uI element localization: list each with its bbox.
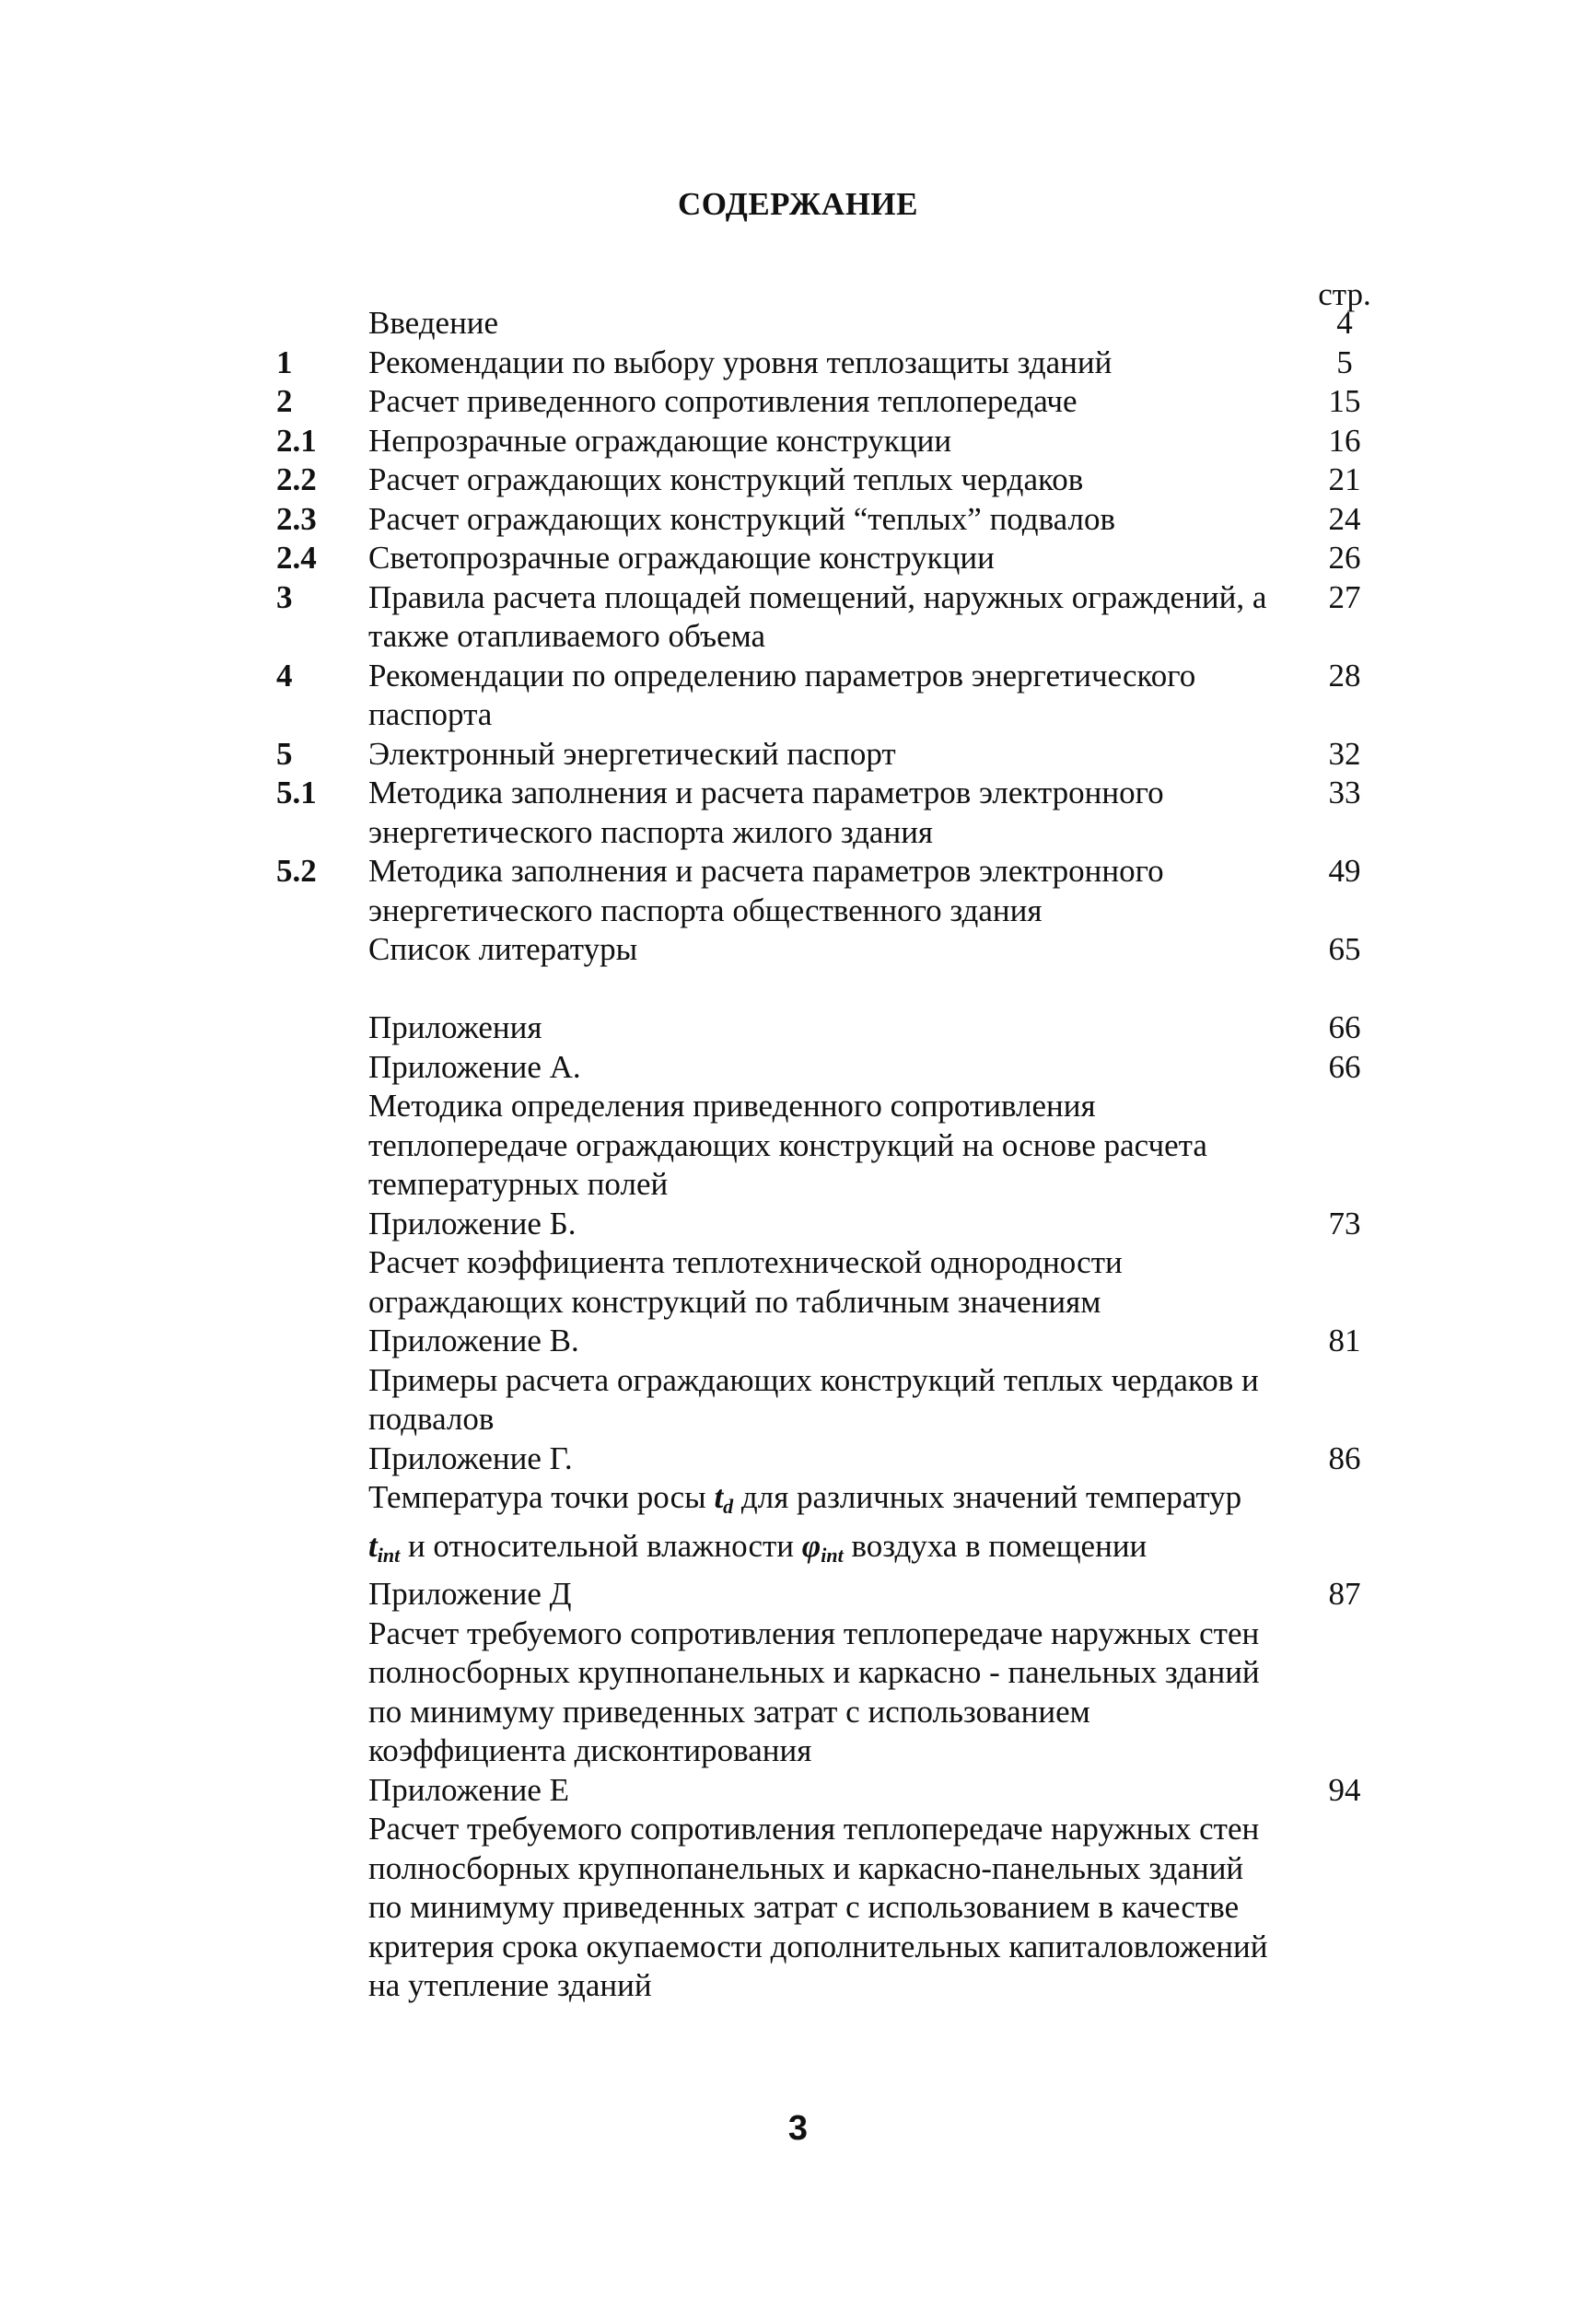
toc-entry-page: 28 <box>1328 657 1361 694</box>
toc-entry-page: 24 <box>1328 500 1361 537</box>
toc-appendix-entry <box>0 1575 1596 1614</box>
toc-entry-title: Рекомендации по выбору уровня теплозащиты зданий <box>368 344 1113 380</box>
toc-entry-title: Введение <box>368 305 499 341</box>
toc-entry-title: Светопрозрачные ограждающие конструкции <box>368 540 995 576</box>
toc-entry <box>0 852 1596 930</box>
toc-entry-page: 49 <box>1328 853 1361 889</box>
toc-appendix-entry <box>0 1243 1596 1322</box>
toc-entry <box>0 422 1596 461</box>
toc-entry-page: 4 <box>1336 305 1353 341</box>
toc-entry-title: Непрозрачные ограждающие конструкции <box>368 422 952 459</box>
toc-entry <box>0 930 1596 970</box>
toc-entry-title: Методика заполнения и расчета параметров электронного энергетического паспорта общественного здания <box>368 853 1164 928</box>
toc-entry-page: 33 <box>1328 775 1361 810</box>
toc-entry-number: 5 <box>276 735 293 772</box>
toc-appendix-title: Приложение Г. <box>368 1440 573 1476</box>
toc-entry <box>0 657 1596 735</box>
toc-entry <box>0 382 1596 422</box>
toc-appendix-title: Расчет коэффициента теплотехнической однородности ограждающих конструкций по табличным значениям <box>368 1244 1123 1320</box>
toc-appendix-page: 87 <box>1328 1576 1361 1612</box>
toc-appendix-title: Расчет требуемого сопротивления теплопередаче наружных стен полносборных крупнопанельных и каркасно - панельных зданий по минимуму приведенных затрат с использованием коэффициента дисконтирования <box>368 1614 1260 1768</box>
toc-entry-page: 27 <box>1328 578 1361 615</box>
dewpoint-text-1: Температура точки росы <box>368 1479 715 1515</box>
toc-entry-number: 3 <box>276 578 293 615</box>
toc-appendix-entry <box>0 1810 1596 2006</box>
dewpoint-text-2: для различных значений температур <box>733 1479 1242 1515</box>
toc-appendix-page: 86 <box>1328 1440 1361 1476</box>
dewpoint-text-4: воздуха в помещении <box>843 1527 1147 1564</box>
page-number: 3 <box>787 2109 809 2148</box>
toc-entry-number: 5.2 <box>276 853 317 889</box>
dewpoint-symbol-t-int: t <box>368 1527 378 1564</box>
toc-entry <box>0 344 1596 383</box>
toc-appendix-entry <box>0 1205 1596 1244</box>
toc-entry-title: Расчет ограждающих конструкций теплых чердаков <box>368 461 1084 497</box>
toc-entry-title: Расчет ограждающих конструкций “теплых” подвалов <box>368 500 1115 537</box>
toc-entry-title: Список литературы <box>368 931 638 967</box>
toc-appendix-title: Примеры расчета ограждающих конструкций теплых чердаков и подвалов <box>368 1361 1259 1437</box>
toc-appendix-entry <box>0 1322 1596 1361</box>
toc-entry-page: 5 <box>1336 344 1353 380</box>
toc-entry <box>0 774 1596 852</box>
toc-appendix-entry <box>0 1614 1596 1771</box>
toc-entry-page: 26 <box>1328 540 1361 576</box>
toc-entry <box>0 578 1596 657</box>
toc-appendix-entry <box>0 1048 1596 1088</box>
toc-entry-title: Методика заполнения и расчета параметров электронного энергетического паспорта жилого здания <box>368 775 1164 850</box>
toc-entry-number: 4 <box>276 657 293 694</box>
toc-appendix-entry <box>0 1361 1596 1440</box>
toc-entry-page: 16 <box>1328 422 1361 459</box>
toc-appendix-title: Приложение Е <box>368 1771 569 1808</box>
toc-appendix-page: 66 <box>1328 1048 1361 1085</box>
toc-appendix-title: Приложение Б. <box>368 1205 577 1241</box>
toc-entry <box>0 539 1596 578</box>
toc-entry-number: 5.1 <box>276 775 317 810</box>
toc-appendix-title: Приложения <box>368 1009 542 1045</box>
dewpoint-subscript-d: d <box>723 1495 734 1518</box>
dewpoint-text-3: и относительной влажности <box>400 1527 802 1564</box>
page-title: СОДЕРЖАНИЕ <box>677 186 918 222</box>
section-spacer <box>0 970 1596 1009</box>
toc-entry-number: 2 <box>276 383 293 419</box>
toc-entry <box>0 500 1596 540</box>
table-of-contents <box>0 304 1596 2006</box>
toc-entry-title: Электронный энергетический паспорт <box>368 735 896 772</box>
dewpoint-subscript-int-1: int <box>377 1543 401 1567</box>
toc-entry-page: 32 <box>1328 735 1361 772</box>
toc-dewpoint-title <box>368 1478 1289 1575</box>
toc-entry-page: 65 <box>1328 931 1361 967</box>
dewpoint-symbol-phi: φ <box>801 1527 821 1564</box>
dewpoint-subscript-int-2: int <box>821 1543 844 1567</box>
toc-appendix-entry <box>0 1440 1596 1479</box>
toc-entry-number: 2.4 <box>276 540 317 576</box>
page-column-label: стр. <box>1318 276 1371 312</box>
toc-entry-number: 1 <box>276 344 293 380</box>
toc-entry-title: Правила расчета площадей помещений, наружных ограждений, а также отапливаемого объема <box>368 578 1267 654</box>
toc-appendix-title: Методика определения приведенного сопротивления теплопередаче ограждающих конструкций на основе расчета температурных полей <box>368 1088 1207 1202</box>
toc-appendix-title: Приложение Д <box>368 1576 572 1612</box>
toc-entry <box>0 304 1596 344</box>
toc-entry-number: 2.1 <box>276 422 317 459</box>
dewpoint-symbol-t: t <box>714 1479 724 1515</box>
toc-entry-number: 2.2 <box>276 461 317 497</box>
toc-appendix-page: 94 <box>1328 1771 1361 1808</box>
toc-entry-number: 2.3 <box>276 500 317 537</box>
toc-appendix-page: 73 <box>1328 1205 1361 1241</box>
toc-entry-title: Рекомендации по определению параметров энергетического паспорта <box>368 657 1196 732</box>
toc-appendix-page: 81 <box>1328 1323 1361 1358</box>
toc-appendix-page: 66 <box>1328 1009 1361 1045</box>
toc-dewpoint-entry <box>0 1478 1596 1575</box>
toc-appendix-entry <box>0 1771 1596 1811</box>
toc-appendix-title: Приложение В. <box>368 1323 579 1358</box>
toc-appendix-title: Приложение А. <box>368 1048 581 1085</box>
toc-entry <box>0 460 1596 500</box>
toc-entry-page: 15 <box>1328 383 1361 419</box>
toc-entry-title: Расчет приведенного сопротивления теплопередаче <box>368 383 1078 419</box>
toc-entry <box>0 735 1596 775</box>
toc-appendix-title: Расчет требуемого сопротивления теплопередаче наружных стен полносборных крупнопанельных и каркасно-панельных зданий по минимуму приведенных затрат с использованием в качестве критерия срока окупаемости дополнительных капиталовложений на утепление зданий <box>368 1811 1268 2003</box>
toc-appendix-entry <box>0 1087 1596 1205</box>
toc-entry-page: 21 <box>1328 461 1361 497</box>
toc-appendix-entry <box>0 1008 1596 1048</box>
